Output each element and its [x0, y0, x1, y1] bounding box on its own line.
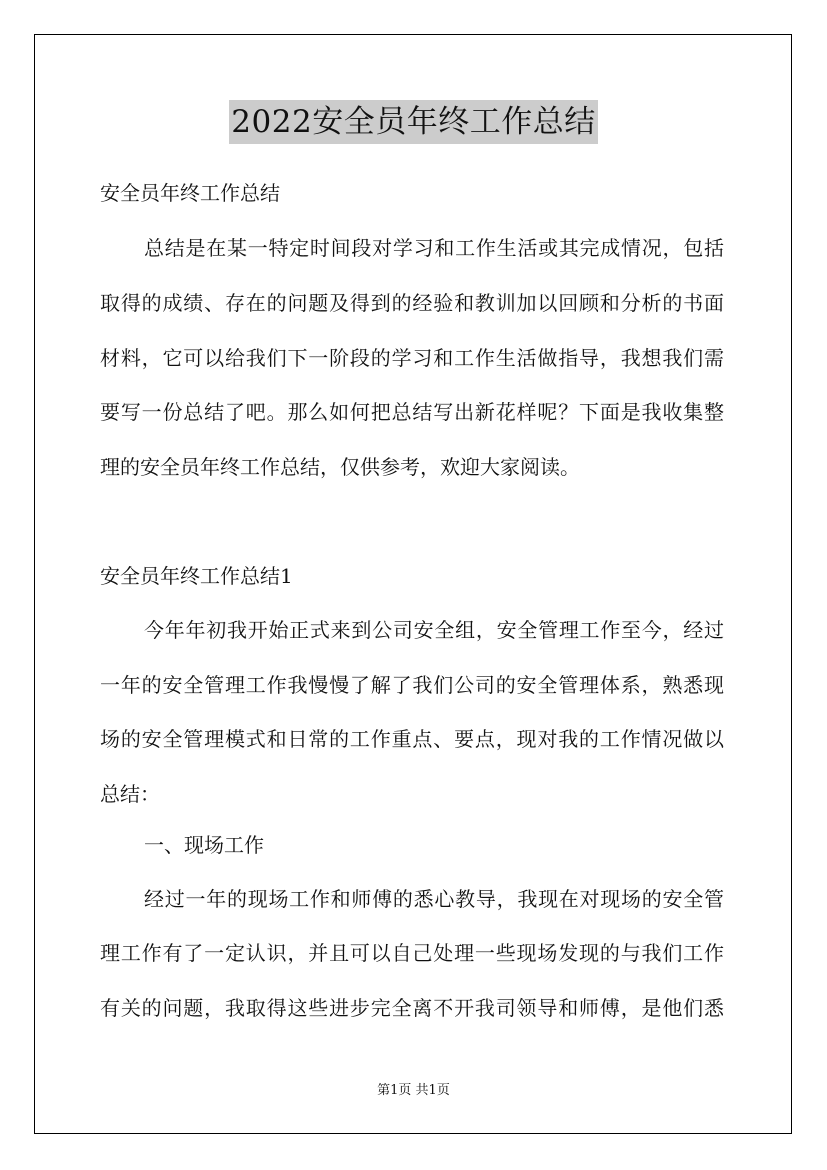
intro-line: 理的安全员年终工作总结，仅供参考，欢迎大家阅读。 [100, 455, 580, 479]
section-line: 场的安全管理模式和日常的工作重点、要点，现对我的工作情况做以 [100, 727, 724, 751]
section-line: 总结： [100, 782, 160, 806]
subtitle: 安全员年终工作总结 [100, 181, 280, 205]
intro-line: 材料，它可以给我们下一阶段的学习和工作生活做指导，我想我们需 [100, 346, 724, 370]
intro-line: 总结是在某一特定时间段对学习和工作生活或其完成情况，包括 [144, 236, 724, 260]
intro-line: 取得的成绩、存在的问题及得到的经验和教训加以回顾和分析的书面 [100, 291, 724, 315]
section-line: 今年年初我开始正式来到公司安全组，安全管理工作至今，经过 [144, 618, 724, 642]
section-line: 一年的安全管理工作我慢慢了解了我们公司的安全管理体系，熟悉现 [100, 673, 724, 697]
intro-line: 要写一份总结了吧。那么如何把总结写出新花样呢？下面是我收集整 [100, 400, 724, 424]
heading-field-work: 一、现场工作 [144, 833, 264, 857]
work-line: 经过一年的现场工作和师傅的悉心教导，我现在对现场的安全管 [144, 887, 724, 911]
work-line: 有关的问题，我取得这些进步完全离不开我司领导和师傅，是他们悉 [100, 996, 724, 1020]
work-line: 理工作有了一定认识，并且可以自己处理一些现场发现的与我们工作 [100, 941, 724, 965]
section-title: 安全员年终工作总结1 [100, 564, 293, 588]
document-title: 2022安全员年终工作总结 [229, 100, 597, 144]
page-footer: 第1页 共1页 [377, 1083, 450, 1098]
